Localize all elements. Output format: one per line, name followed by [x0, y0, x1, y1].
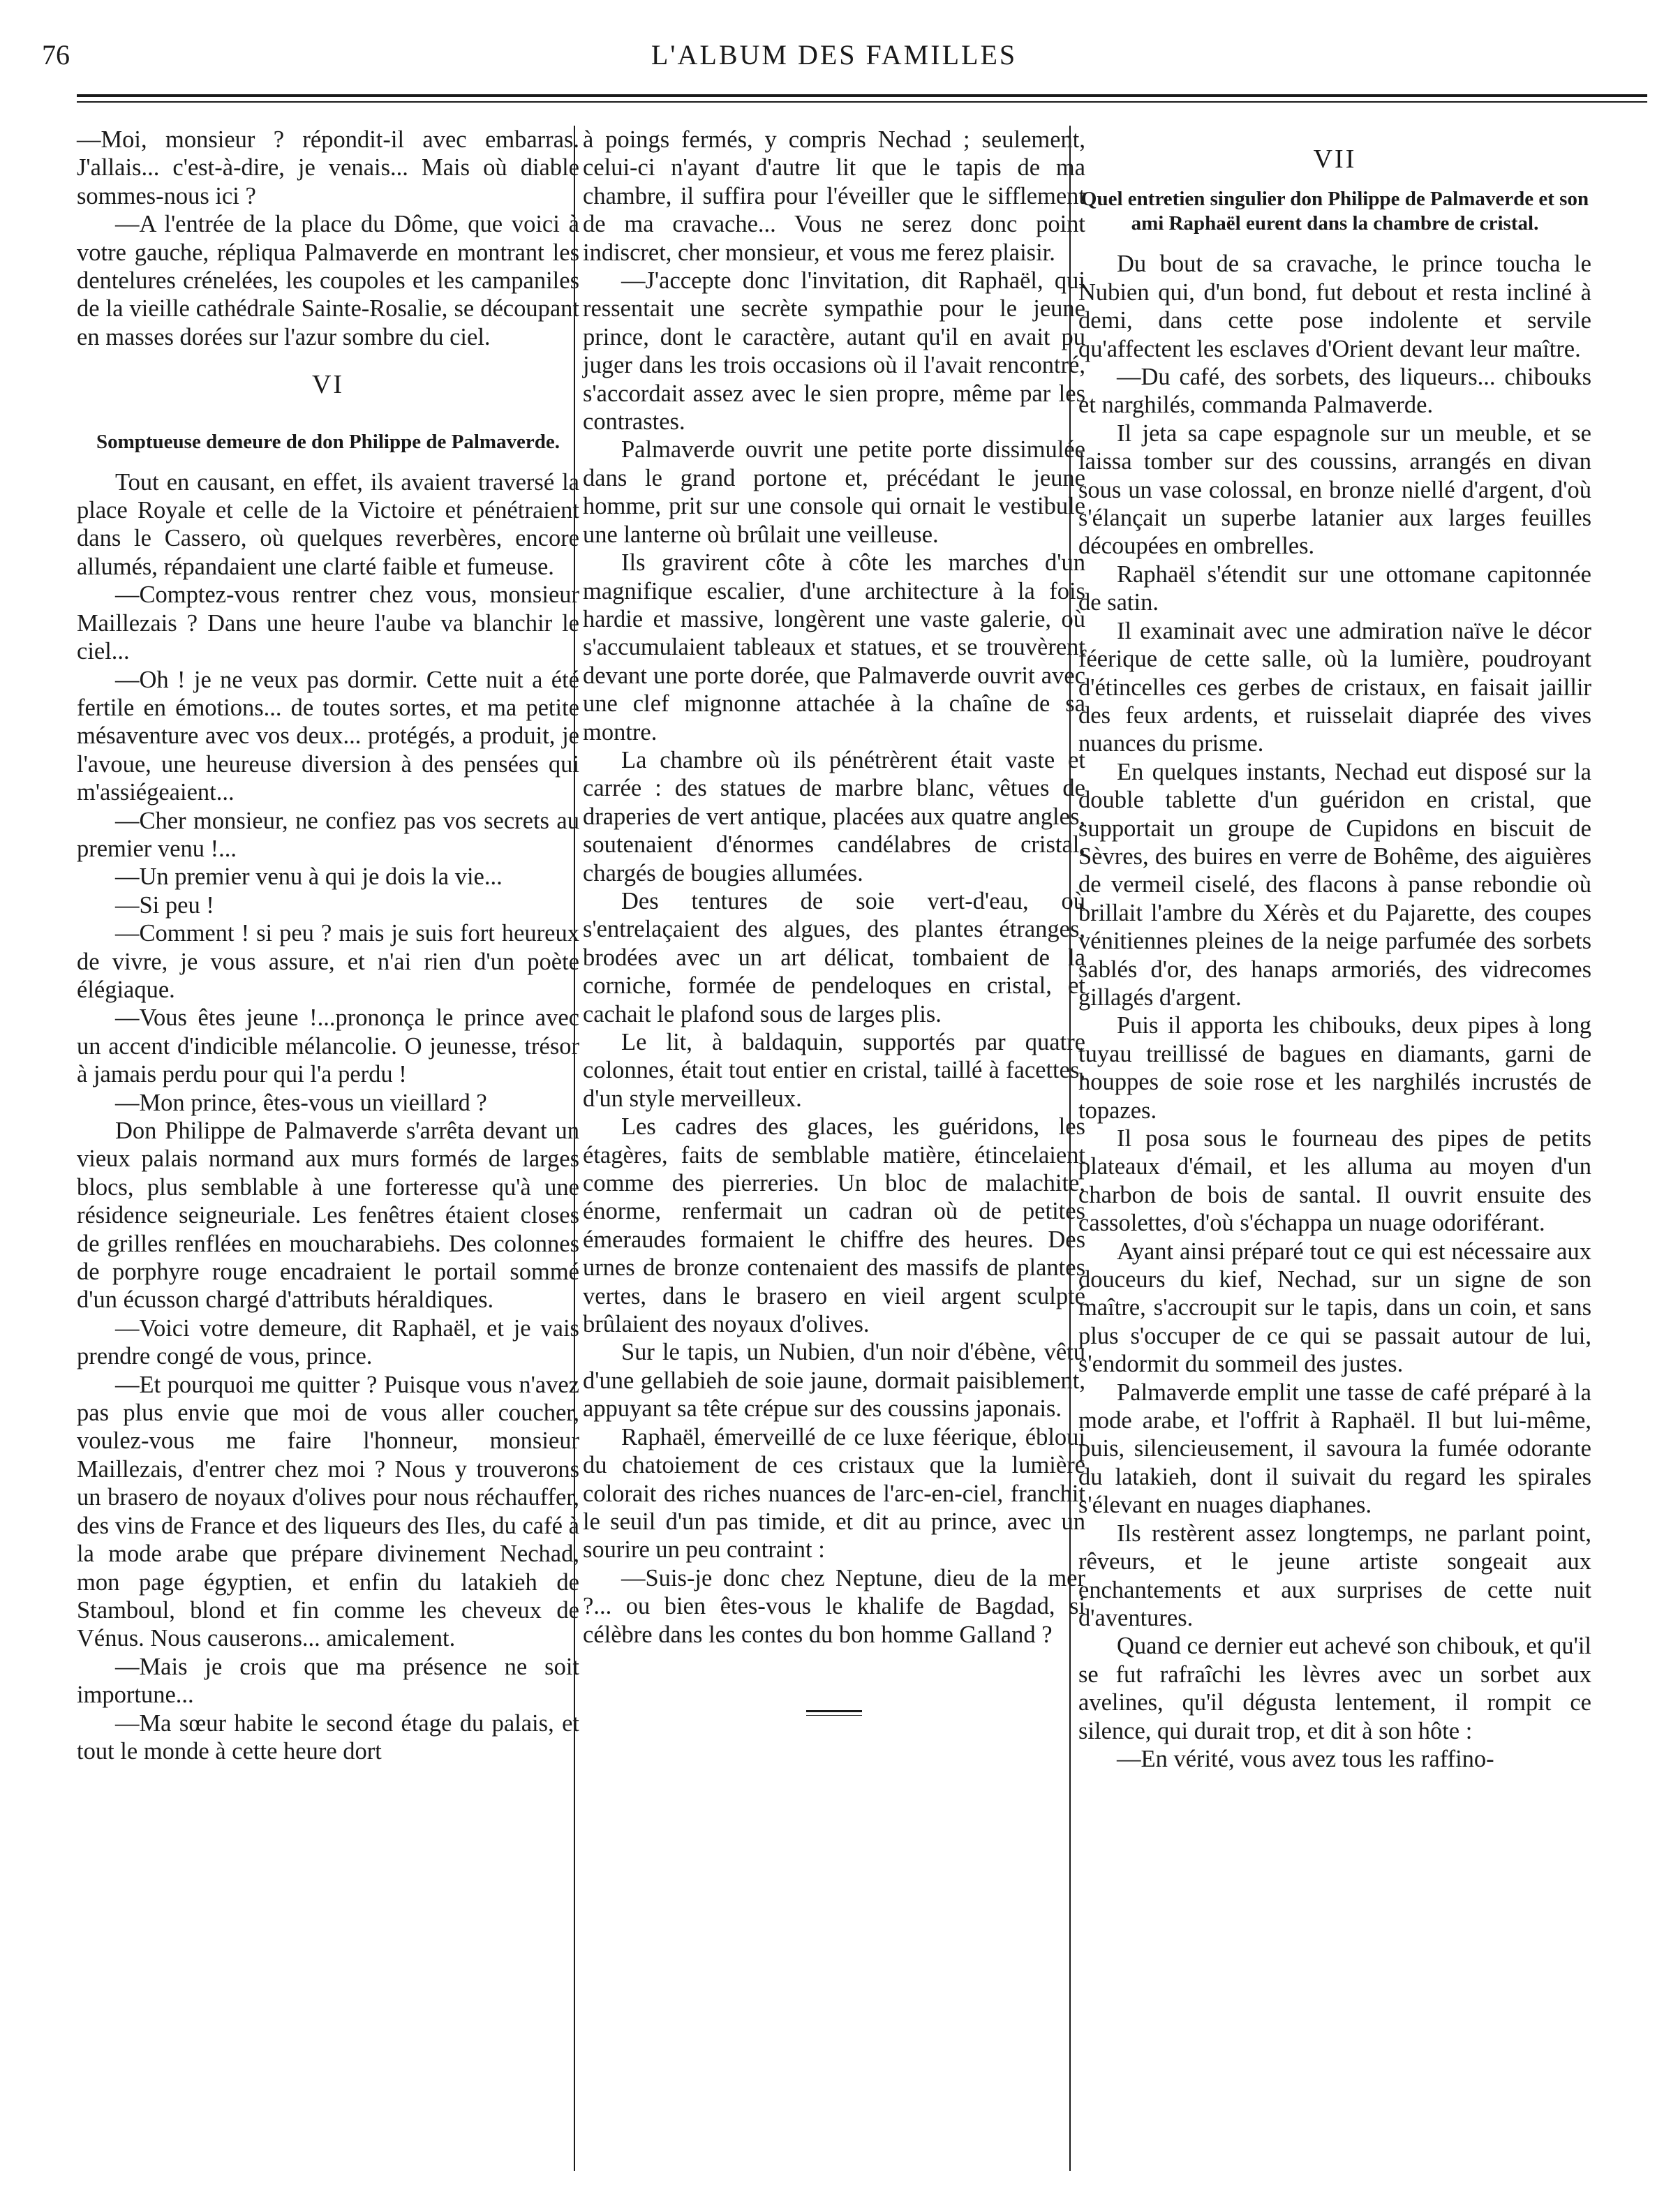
paragraph: Puis il apporta les chibouks, deux pipes à long tuyau treillissé de bagues en diamants, garni de houppes de soie rose et les narghilés incrustés de topazes.	[1078, 1012, 1591, 1124]
paragraph: —En vérité, vous avez tous les raffino-	[1117, 1745, 1494, 1772]
paragraph: —Moi, monsieur ? répondit-il avec embarras. J'allais... c'est-à-dire, je venais... Mais où diable sommes-nous ici ?	[77, 126, 579, 209]
page-number: 76	[42, 39, 70, 70]
paragraph: —Un premier venu à qui je dois la vie...	[115, 863, 503, 891]
paragraph: —Et pourquoi me quitter ? Puisque vous n'avez pas plus envie que moi de vous aller coucher, voulez-vous me faire l'honneur, monsieur Maillezais, d'entrer chez moi ? Nous y trouverons un brasero de noyaux d'olives pour nous réchauffer, des vins de France et des liqueurs des Iles, du café à la mode arabe que prépare divinement Nechad, mon page égyptien, et enfin du latakieh de Stamboul, blond et fin comme les cheveux de Vénus. Nous causerons... amicalement.	[77, 1371, 579, 1652]
section-numeral: VII	[1313, 144, 1357, 174]
paragraph: Palmaverde emplit une tasse de café préparé à la mode arabe, et l'offrit à Raphaël. Il but lui-même, puis, silencieusement, il savoura la fumée odorante du latakieh, dont il suivait du regard les spirales s'élevant en nuages diaphanes.	[1078, 1379, 1591, 1519]
paragraph: —Suis-je donc chez Neptune, dieu de la mer ?... ou bien êtes-vous le khalife de Bagdad, si célèbre dans les contes du bon homme Galland ?	[583, 1564, 1085, 1648]
paragraph: —Ma sœur habite le second étage du palais, et tout le monde à cette heure dort	[77, 1709, 579, 1765]
column-3	[1078, 126, 1591, 1773]
paragraph: —Comment ! si peu ? mais je suis fort heureux de vivre, je vous assure, et n'ai rien d'un poète élégiaque.	[77, 920, 579, 1003]
paragraph: Palmaverde ouvrit une petite porte dissimulée dans le grand portone et, précédant le jeune homme, prit sur une console qui ornait le vestibule une lanterne où brûlait une veilleuse.	[583, 436, 1085, 548]
paragraph: Ils restèrent assez longtemps, ne parlant point, rêveurs, et le jeune artiste songeait aux enchantements et aux surprises de cette nuit d'aventures.	[1078, 1520, 1591, 1631]
paragraph: —Comptez-vous rentrer chez vous, monsieur Maillezais ? Dans une heure l'aube va blanchir le ciel...	[77, 581, 579, 665]
paragraph: La chambre où ils pénétrèrent était vaste et carrée : des statues de marbre blanc, vêtues de draperies de vert antique, placées aux quatre angles, soutenaient d'énormes candélabres de cristal, chargés de bougies allumées.	[583, 746, 1085, 886]
paragraph: —Mais je crois que ma présence ne soit importune...	[77, 1653, 579, 1709]
column-1	[77, 126, 579, 1765]
paragraph: Le lit, à baldaquin, supportés par quatre colonnes, était tout entier en cristal, taillé à facettes, d'un style merveilleux.	[583, 1029, 1085, 1112]
paragraph: Sur le tapis, un Nubien, d'un noir d'ébène, vêtu d'une gellabieh de soie jaune, dormait paisiblement, appuyant sa tête crépue sur des coussins japonais.	[583, 1339, 1085, 1423]
paragraph: Du bout de sa cravache, le prince toucha le Nubien qui, d'un bond, fut debout et resta incliné à demi, dans cette pose indolente et servile qu'affectent les esclaves d'Orient devant leur maître.	[1078, 251, 1591, 362]
paragraph: —A l'entrée de la place du Dôme, que voici à votre gauche, répliqua Palmaverde en montrant les dentelures crénelées, les coupoles et les campaniles de la vieille cathédrale Sainte-Rosalie, se découpant en masses dorées sur l'azur sombre du ciel.	[77, 211, 579, 350]
running-title: L'ALBUM DES FAMILLES	[651, 39, 1018, 70]
page-header	[42, 38, 1626, 80]
paragraph: Il jeta sa cape espagnole sur un meuble, et se laissa tomber sur des coussins, arrangés en divan sous un vase colossal, en bronze niellé d'argent, d'où s'élançait un superbe latanier aux larges feuilles découpées en ombrelles.	[1078, 420, 1591, 560]
header-rule	[77, 94, 1647, 97]
section-numeral: VI	[311, 370, 345, 400]
header-rule-thin	[77, 101, 1647, 103]
column-2	[583, 126, 1085, 1716]
paragraph: Les cadres des glaces, les guéridons, les étagères, faits de semblable matière, étincelaient comme des pierreries. Un bloc de malachite, énorme, renfermait un cadran où de petites émeraudes formaient le chiffre des heures. Des urnes de bronze contenaient des massifs de plantes vertes, dans le brasero en vieil argent sculpté brûlaient des noyaux d'olives.	[583, 1113, 1085, 1338]
paragraph: à poings fermés, y compris Nechad ; seulement, celui-ci n'ayant d'autre lit que le tapis de ma chambre, il suffira pour l'éveiller que le sifflement de ma cravache... Vous ne serez donc point indiscret, cher monsieur, et vous me ferez plaisir.	[583, 126, 1085, 266]
paragraph: Ayant ainsi préparé tout ce qui est nécessaire aux douceurs du kief, Nechad, sur un signe de son maître, s'accroupit sur le tapis, dans un coin, et sans plus s'occuper de ce qui se passait autour de lui, s'endormit du sommeil des justes.	[1078, 1238, 1591, 1378]
paragraph: —J'accepte donc l'invitation, dit Raphaël, qui ressentait une secrète sympathie pour le jeune prince, dont le caractère, autant qu'il en avait pu juger dans les trois occasions où il l'avait rencontré, s'accordait assez avec le sien propre, même par les contrastes.	[583, 267, 1085, 436]
section-heading: Quel entretien singulier don Philippe de Palmaverde et son ami Raphaël eurent dans la chambre de cristal.	[1080, 188, 1589, 235]
paragraph: Raphaël, émerveillé de ce luxe féerique, ébloui du chatoiement de ces cristaux que la lumière colorait des riches nuances de l'arc-en-ciel, franchit le seuil d'un pas timide, et dit au prince, avec un sourire un peu contraint :	[583, 1423, 1085, 1564]
paragraph: —Du café, des sorbets, des liqueurs... chibouks et narghilés, commanda Palmaverde.	[1078, 364, 1591, 419]
paragraph: Des tentures de soie vert-d'eau, où s'entrelaçaient des algues, des plantes étranges, brodées avec un art délicat, tombaient de la corniche, formée de pendeloques en cristal, et cachait le plafond sous de larges plis.	[583, 887, 1085, 1027]
paragraph: —Vous êtes jeune !...prononça le prince avec un accent d'indicible mélancolie. O jeunesse, trésor à jamais perdu pour qui l'a perdu !	[77, 1004, 579, 1088]
paragraph: —Oh ! je ne veux pas dormir. Cette nuit a été fertile en émotions... de toutes sortes, et ma petite mésaventure avec vos deux... protégés, a produit, je l'avoue, une heureuse diversion à des pensées qui m'assiégeaient...	[77, 666, 579, 806]
paragraph: Don Philippe de Palmaverde s'arrêta devant un vieux palais normand aux murs formés de larges blocs, plus semblable à une forteresse qu'à une résidence seigneuriale. Les fenêtres étaient closes de grilles renflées en moucharabiehs. Des colonnes de porphyre rouge encadraient le portail sommé d'un écusson chargé d'attributs héraldiques.	[77, 1118, 579, 1314]
section-heading: Somptueuse demeure de don Philippe de Palmaverde.	[96, 430, 560, 453]
paragraph: En quelques instants, Nechad eut disposé sur la double tablette d'un guéridon en cristal, que supportait un groupe de Cupidons en biscuit de Sèvres, des buires en verre de Bohême, des aiguières de vermeil ciselé, des flacons à panse rebondie où brillait l'ambre du Xérès et du Pajarette, des coupes vénitiennes pleines de la neige parfumée des sorbets sablés d'or, des hanaps armoriés, des vidrecomes gillagés d'argent.	[1078, 758, 1591, 1011]
paragraph: Ils gravirent côte à côte les marches d'un magnifique escalier, d'une architecture à la fois hardie et massive, longèrent une vaste galerie, où s'accumulaient tableaux et statues, et se trouvèrent devant une porte dorée, que Palmaverde ouvrit avec une clef mignonne attachée à la chaîne de sa montre.	[583, 549, 1085, 745]
section-end-ornament	[806, 1710, 862, 1716]
paragraph: —Si peu !	[115, 891, 214, 919]
paragraph: Il examinait avec une admiration naïve le décor féerique de cette salle, où la lumière, poudroyant d'étincelles ces gerbes de cristaux, en faisait jaillir des feux ardents, et ruisselait diaprée des vives nuances du prisme.	[1078, 617, 1591, 757]
paragraph: —Mon prince, êtes-vous un vieillard ?	[115, 1089, 487, 1116]
paragraph: Raphaël s'étendit sur une ottomane capitonnée de satin.	[1078, 561, 1591, 616]
paragraph: —Voici votre demeure, dit Raphaël, et je vais prendre congé de vous, prince.	[77, 1314, 579, 1370]
paragraph: Tout en causant, en effet, ils avaient traversé la place Royale et celle de la Victoire et pénétraient dans le Cassero, où quelques reverbères, encore allumés, répandaient une clarté faible et fumeuse.	[77, 468, 579, 580]
paragraph: —Cher monsieur, ne confiez pas vos secrets au premier venu !...	[77, 807, 579, 862]
paragraph: Quand ce dernier eut achevé son chibouk, et qu'il se fut rafraîchi les lèvres avec un sorbet aux avelines, qu'il dégusta lentement, il rompit ce silence, qui durait trop, et dit à son hôte :	[1078, 1633, 1591, 1744]
paragraph: Il posa sous le fourneau des pipes de petits plateaux d'émail, et les alluma au moyen d'un charbon de bois de santal. Il ouvrit ensuite des cassolettes, d'où s'échappa un nuage odoriférant.	[1078, 1125, 1591, 1237]
